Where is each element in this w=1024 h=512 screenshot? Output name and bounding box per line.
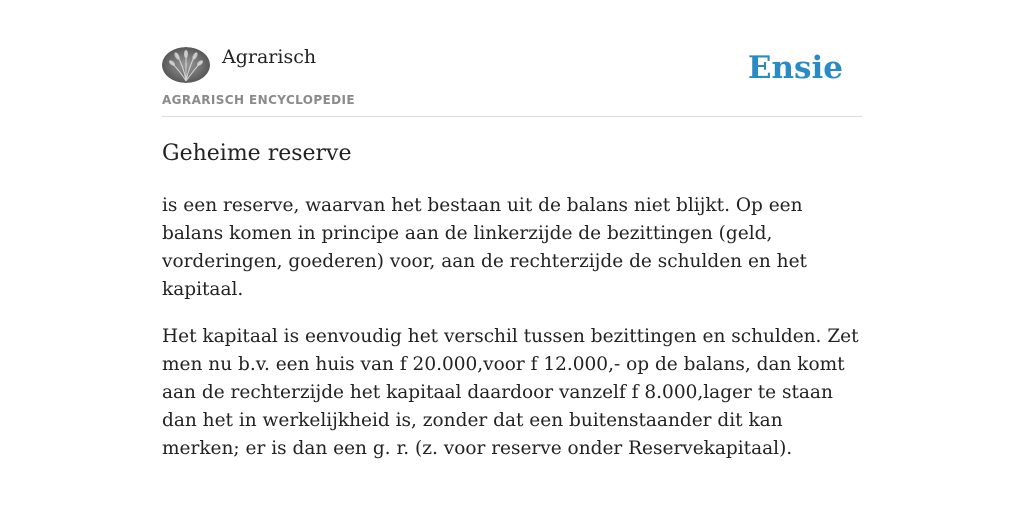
site-name[interactable]: Agrarisch (222, 46, 317, 68)
article-title: Geheime reserve (162, 141, 352, 166)
wheat-logo-icon[interactable] (162, 47, 210, 83)
article-paragraph: Het kapitaal is eenvoudig het verschil tussen bezittingen en schulden. Zet men nu b.v. een huis van f 20.000,voor f 12.000,- op de balans, dan komt aan de rechterzijde het kapitaal daardoor vanzelf f 8.000,lager te staan dan het in werkelijkheid is, zonder dat een buitenstaander dit kan merken; er is dan een g. r. (z. voor reserve onder Reservekapitaal). (162, 326, 859, 459)
article-paragraph: is een reserve, waarvan het bestaan uit de balans niet blijkt. Op een balans komen in principe aan de linkerzijde de bezittingen (geld, vorderingen, goederen) voor, aan de rechterzijde de schulden en het kapitaal. (162, 195, 807, 300)
article (162, 138, 862, 463)
site-subtitle: AGRARISCH ENCYCLOPEDIE (162, 93, 355, 107)
site-header (162, 46, 862, 117)
ensie-brand-link[interactable]: Ensie (747, 50, 843, 86)
